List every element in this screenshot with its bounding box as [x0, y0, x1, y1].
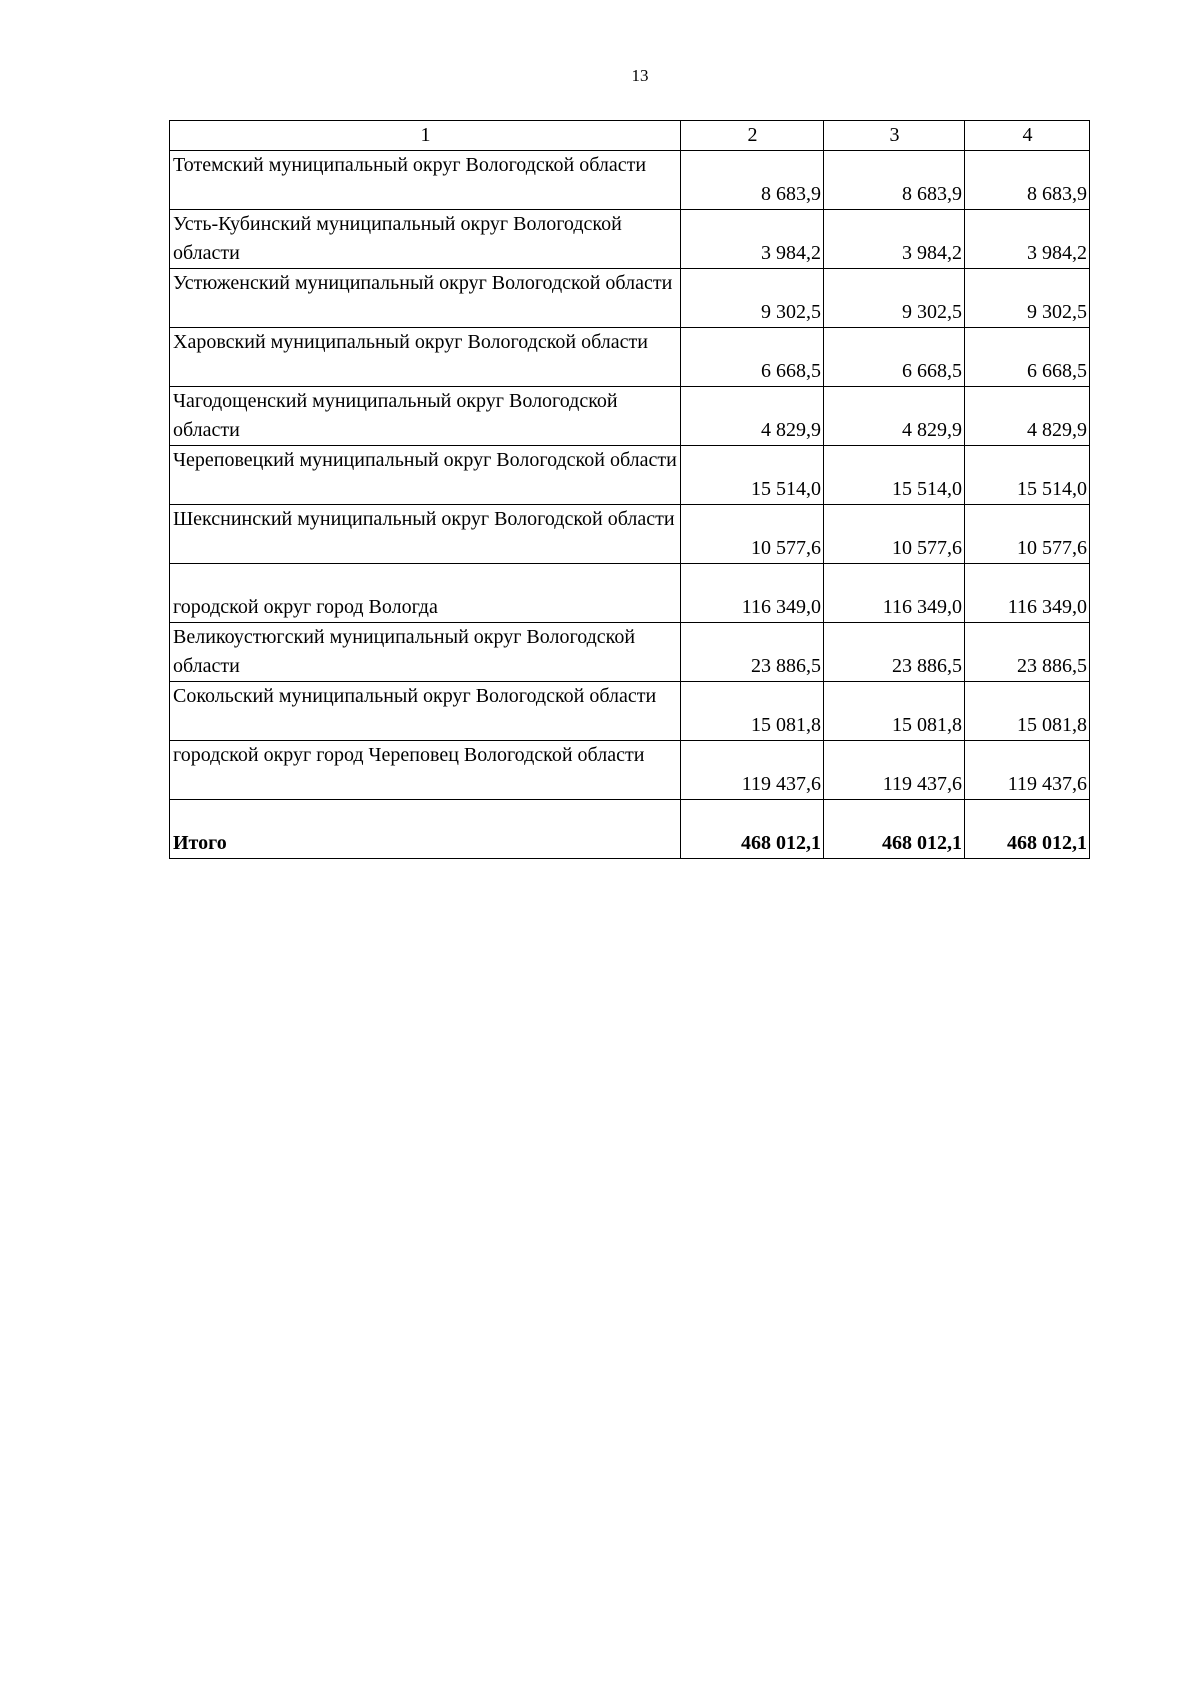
table-row: [170, 328, 1090, 387]
table-row: [170, 151, 1090, 210]
municipality-name: Сокольский муниципальный округ Вологодской области: [170, 682, 681, 741]
total-col-2: 468 012,1: [681, 800, 824, 859]
municipality-name: Чагодощенский муниципальный округ Вологодской области: [170, 387, 681, 446]
table-row: [170, 387, 1090, 446]
value-col-2: 15 081,8: [681, 682, 824, 741]
value-col-2: 23 886,5: [681, 623, 824, 682]
table-header-row: [170, 121, 1090, 151]
column-header-3: 3: [824, 121, 965, 151]
municipality-name: городской округ город Череповец Вологодской области: [170, 741, 681, 800]
value-col-2: 10 577,6: [681, 505, 824, 564]
table-row: [170, 269, 1090, 328]
value-col-4: 9 302,5: [965, 269, 1090, 328]
value-col-4: 116 349,0: [965, 564, 1090, 623]
value-col-4: 3 984,2: [965, 210, 1090, 269]
value-col-4: 23 886,5: [965, 623, 1090, 682]
total-col-3: 468 012,1: [824, 800, 965, 859]
municipality-name: городской округ город Вологда: [170, 564, 681, 623]
total-row: [170, 800, 1090, 859]
value-col-3: 15 081,8: [824, 682, 965, 741]
value-col-3: 116 349,0: [824, 564, 965, 623]
column-header-4: 4: [965, 121, 1090, 151]
value-col-4: 119 437,6: [965, 741, 1090, 800]
allocation-table: [169, 120, 1090, 859]
table-row: [170, 210, 1090, 269]
table-row: [170, 623, 1090, 682]
municipality-name: Харовский муниципальный округ Вологодской области: [170, 328, 681, 387]
value-col-2: 8 683,9: [681, 151, 824, 210]
table-row: [170, 564, 1090, 623]
total-label: Итого: [170, 800, 681, 859]
value-col-2: 6 668,5: [681, 328, 824, 387]
total-col-4: 468 012,1: [965, 800, 1090, 859]
value-col-4: 15 514,0: [965, 446, 1090, 505]
value-col-4: 8 683,9: [965, 151, 1090, 210]
table-row: [170, 505, 1090, 564]
value-col-2: 119 437,6: [681, 741, 824, 800]
value-col-4: 15 081,8: [965, 682, 1090, 741]
municipality-name: Устюженский муниципальный округ Вологодской области: [170, 269, 681, 328]
value-col-3: 9 302,5: [824, 269, 965, 328]
municipality-name: Шекснинский муниципальный округ Вологодской области: [170, 505, 681, 564]
value-col-2: 3 984,2: [681, 210, 824, 269]
value-col-4: 6 668,5: [965, 328, 1090, 387]
table-row: [170, 446, 1090, 505]
value-col-2: 116 349,0: [681, 564, 824, 623]
value-col-2: 4 829,9: [681, 387, 824, 446]
value-col-3: 6 668,5: [824, 328, 965, 387]
value-col-3: 8 683,9: [824, 151, 965, 210]
value-col-2: 9 302,5: [681, 269, 824, 328]
value-col-3: 15 514,0: [824, 446, 965, 505]
value-col-3: 3 984,2: [824, 210, 965, 269]
value-col-3: 10 577,6: [824, 505, 965, 564]
value-col-4: 4 829,9: [965, 387, 1090, 446]
table-row: [170, 682, 1090, 741]
value-col-3: 23 886,5: [824, 623, 965, 682]
table-row: [170, 741, 1090, 800]
column-header-2: 2: [681, 121, 824, 151]
value-col-3: 119 437,6: [824, 741, 965, 800]
value-col-2: 15 514,0: [681, 446, 824, 505]
page-number: 13: [631, 66, 649, 85]
municipality-name: Череповецкий муниципальный округ Вологодской области: [170, 446, 681, 505]
value-col-4: 10 577,6: [965, 505, 1090, 564]
value-col-3: 4 829,9: [824, 387, 965, 446]
municipality-name: Тотемский муниципальный округ Вологодской области: [170, 151, 681, 210]
municipality-name: Усть-Кубинский муниципальный округ Вологодской области: [170, 210, 681, 269]
column-header-1: 1: [170, 121, 681, 151]
municipality-name: Великоустюгский муниципальный округ Вологодской области: [170, 623, 681, 682]
